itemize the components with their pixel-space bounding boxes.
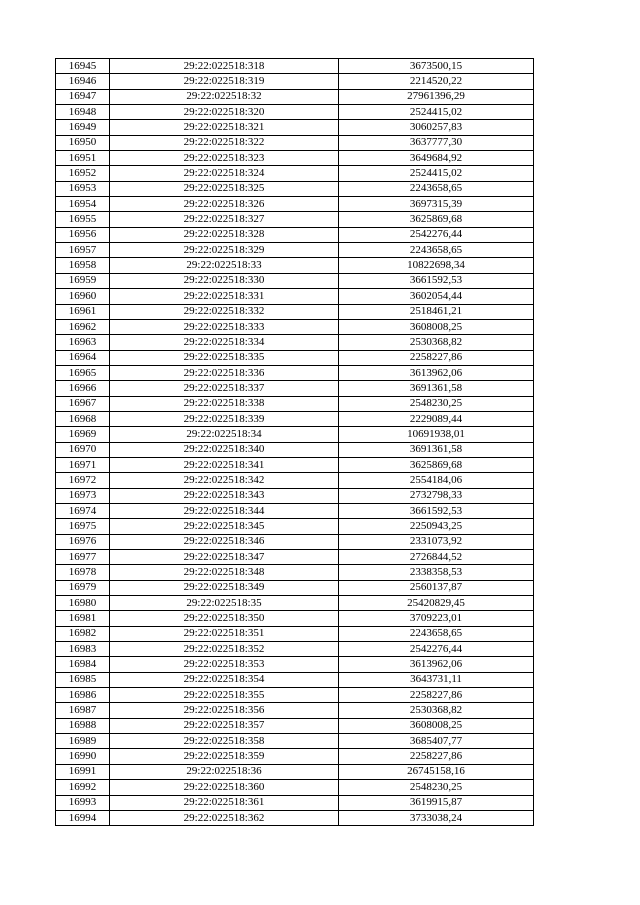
table-row [56,473,534,488]
table-row [56,335,534,350]
row-number-cell: 16946 [56,74,110,89]
cadastral-number-cell: 29:22:022518:356 [110,703,339,718]
table-row [56,197,534,212]
row-number-cell: 16947 [56,89,110,104]
table-row [56,780,534,795]
cadastral-value-cell: 2560137,87 [339,580,534,595]
row-number-cell: 16988 [56,718,110,733]
table-row [56,411,534,426]
cadastral-number-cell: 29:22:022518:333 [110,319,339,334]
cadastral-value-cell: 3661592,53 [339,503,534,518]
row-number-cell: 16977 [56,550,110,565]
cadastral-value-cell: 2331073,92 [339,534,534,549]
row-number-cell: 16985 [56,672,110,687]
row-number-cell: 16963 [56,335,110,350]
cadastral-number-cell: 29:22:022518:322 [110,135,339,150]
row-number-cell: 16955 [56,212,110,227]
cadastral-value-cell: 3691361,58 [339,442,534,457]
cadastral-value-cell: 2243658,65 [339,181,534,196]
cadastral-number-cell: 29:22:022518:359 [110,749,339,764]
cadastral-number-cell: 29:22:022518:328 [110,227,339,242]
cadastral-value-cell: 2726844,52 [339,550,534,565]
row-number-cell: 16959 [56,273,110,288]
table-row [56,319,534,334]
row-number-cell: 16982 [56,626,110,641]
cadastral-number-cell: 29:22:022518:357 [110,718,339,733]
cadastral-number-cell: 29:22:022518:354 [110,672,339,687]
row-number-cell: 16956 [56,227,110,242]
table-row [56,764,534,779]
cadastral-value-cell: 2524415,02 [339,105,534,120]
cadastral-number-cell: 29:22:022518:34 [110,427,339,442]
cadastral-number-cell: 29:22:022518:325 [110,181,339,196]
row-number-cell: 16978 [56,565,110,580]
cadastral-value-cell: 3673500,15 [339,59,534,74]
cadastral-number-cell: 29:22:022518:35 [110,596,339,611]
cadastral-value-cell: 3625869,68 [339,457,534,472]
table-body [56,59,534,826]
cadastral-number-cell: 29:22:022518:344 [110,503,339,518]
cadastral-number-cell: 29:22:022518:348 [110,565,339,580]
cadastral-number-cell: 29:22:022518:355 [110,688,339,703]
table-row [56,442,534,457]
cadastral-value-cell: 3691361,58 [339,381,534,396]
table-row [56,396,534,411]
row-number-cell: 16992 [56,780,110,795]
cadastral-value-cell: 2542276,44 [339,227,534,242]
row-number-cell: 16967 [56,396,110,411]
table-row [56,381,534,396]
cadastral-number-cell: 29:22:022518:335 [110,350,339,365]
cadastral-number-cell: 29:22:022518:323 [110,151,339,166]
row-number-cell: 16991 [56,764,110,779]
row-number-cell: 16945 [56,59,110,74]
cadastral-number-cell: 29:22:022518:340 [110,442,339,457]
table-row [56,427,534,442]
cadastral-value-cell: 3613962,06 [339,365,534,380]
cadastral-number-cell: 29:22:022518:341 [110,457,339,472]
table-row [56,273,534,288]
row-number-cell: 16986 [56,688,110,703]
row-number-cell: 16976 [56,534,110,549]
cadastral-number-cell: 29:22:022518:326 [110,197,339,212]
table-row [56,688,534,703]
row-number-cell: 16950 [56,135,110,150]
cadastral-number-cell: 29:22:022518:318 [110,59,339,74]
table-row [56,212,534,227]
table-row [56,181,534,196]
cadastral-number-cell: 29:22:022518:332 [110,304,339,319]
row-number-cell: 16951 [56,151,110,166]
table-row [56,135,534,150]
cadastral-value-cell: 3625869,68 [339,212,534,227]
cadastral-number-cell: 29:22:022518:362 [110,810,339,825]
row-number-cell: 16961 [56,304,110,319]
row-number-cell: 16993 [56,795,110,810]
row-number-cell: 16965 [56,365,110,380]
row-number-cell: 16979 [56,580,110,595]
table-row [56,749,534,764]
table-row [56,718,534,733]
cadastral-number-cell: 29:22:022518:321 [110,120,339,135]
row-number-cell: 16983 [56,642,110,657]
cadastral-value-cell: 27961396,29 [339,89,534,104]
table-row [56,166,534,181]
cadastral-number-cell: 29:22:022518:327 [110,212,339,227]
cadastral-number-cell: 29:22:022518:36 [110,764,339,779]
table-row [56,258,534,273]
cadastral-number-cell: 29:22:022518:346 [110,534,339,549]
cadastral-value-cell: 3709223,01 [339,611,534,626]
table-row [56,596,534,611]
cadastral-value-cell: 2554184,06 [339,473,534,488]
cadastral-number-cell: 29:22:022518:336 [110,365,339,380]
cadastral-number-cell: 29:22:022518:339 [110,411,339,426]
row-number-cell: 16957 [56,243,110,258]
cadastral-number-cell: 29:22:022518:358 [110,734,339,749]
row-number-cell: 16949 [56,120,110,135]
cadastral-number-cell: 29:22:022518:350 [110,611,339,626]
cadastral-value-cell: 3637777,30 [339,135,534,150]
cadastral-number-cell: 29:22:022518:342 [110,473,339,488]
cadastral-value-cell: 2214520,22 [339,74,534,89]
row-number-cell: 16971 [56,457,110,472]
table-row [56,672,534,687]
cadastral-value-cell: 3685407,77 [339,734,534,749]
table-row [56,105,534,120]
table-row [56,120,534,135]
cadastral-number-cell: 29:22:022518:337 [110,381,339,396]
cadastral-value-cell: 3697315,39 [339,197,534,212]
table-row [56,626,534,641]
table-row [56,657,534,672]
cadastral-number-cell: 29:22:022518:361 [110,795,339,810]
cadastral-number-cell: 29:22:022518:320 [110,105,339,120]
cadastral-number-cell: 29:22:022518:330 [110,273,339,288]
cadastral-value-cell: 3060257,83 [339,120,534,135]
table-row [56,810,534,825]
cadastral-number-cell: 29:22:022518:32 [110,89,339,104]
table-row [56,74,534,89]
table-row [56,580,534,595]
cadastral-value-cell: 2258227,86 [339,749,534,764]
cadastral-value-cell: 2548230,25 [339,396,534,411]
table-row [56,151,534,166]
table-row [56,457,534,472]
table-row [56,350,534,365]
table-row [56,565,534,580]
cadastral-number-cell: 29:22:022518:33 [110,258,339,273]
cadastral-number-cell: 29:22:022518:334 [110,335,339,350]
cadastral-value-cell: 2243658,65 [339,243,534,258]
cadastral-value-cell: 3643731,11 [339,672,534,687]
table-row [56,550,534,565]
cadastral-value-cell: 3733038,24 [339,810,534,825]
cadastral-number-cell: 29:22:022518:353 [110,657,339,672]
cadastral-value-cell: 26745158,16 [339,764,534,779]
table-row [56,59,534,74]
row-number-cell: 16981 [56,611,110,626]
cadastral-value-cell: 2229089,44 [339,411,534,426]
cadastral-number-cell: 29:22:022518:329 [110,243,339,258]
row-number-cell: 16987 [56,703,110,718]
cadastral-value-cell: 2250943,25 [339,519,534,534]
table-row [56,503,534,518]
cadastral-value-cell: 2243658,65 [339,626,534,641]
cadastral-value-cell: 10822698,34 [339,258,534,273]
row-number-cell: 16972 [56,473,110,488]
cadastral-value-cell: 3608008,25 [339,718,534,733]
table-row [56,795,534,810]
cadastral-number-cell: 29:22:022518:319 [110,74,339,89]
row-number-cell: 16968 [56,411,110,426]
row-number-cell: 16989 [56,734,110,749]
cadastral-value-cell: 25420829,45 [339,596,534,611]
table-row [56,227,534,242]
table-row [56,703,534,718]
cadastral-value-cell: 2524415,02 [339,166,534,181]
cadastral-number-cell: 29:22:022518:360 [110,780,339,795]
cadastral-value-cell: 2258227,86 [339,688,534,703]
table-row [56,534,534,549]
row-number-cell: 16952 [56,166,110,181]
row-number-cell: 16980 [56,596,110,611]
cadastral-value-table [55,58,534,826]
table-row [56,611,534,626]
row-number-cell: 16958 [56,258,110,273]
cadastral-number-cell: 29:22:022518:324 [110,166,339,181]
row-number-cell: 16984 [56,657,110,672]
cadastral-value-cell: 3661592,53 [339,273,534,288]
row-number-cell: 16973 [56,488,110,503]
table-row [56,243,534,258]
cadastral-number-cell: 29:22:022518:338 [110,396,339,411]
row-number-cell: 16964 [56,350,110,365]
cadastral-value-cell: 2258227,86 [339,350,534,365]
table-row [56,89,534,104]
cadastral-number-cell: 29:22:022518:349 [110,580,339,595]
cadastral-value-cell: 2518461,21 [339,304,534,319]
row-number-cell: 16954 [56,197,110,212]
cadastral-value-cell: 2542276,44 [339,642,534,657]
cadastral-value-cell: 2530368,82 [339,703,534,718]
table-row [56,519,534,534]
cadastral-value-cell: 3613962,06 [339,657,534,672]
cadastral-value-cell: 10691938,01 [339,427,534,442]
cadastral-number-cell: 29:22:022518:343 [110,488,339,503]
row-number-cell: 16962 [56,319,110,334]
cadastral-value-cell: 2732798,33 [339,488,534,503]
table-row [56,289,534,304]
cadastral-number-cell: 29:22:022518:352 [110,642,339,657]
row-number-cell: 16974 [56,503,110,518]
cadastral-value-cell: 3602054,44 [339,289,534,304]
table-row [56,734,534,749]
row-number-cell: 16969 [56,427,110,442]
cadastral-value-cell: 2338358,53 [339,565,534,580]
cadastral-number-cell: 29:22:022518:345 [110,519,339,534]
cadastral-number-cell: 29:22:022518:331 [110,289,339,304]
row-number-cell: 16960 [56,289,110,304]
table-row [56,304,534,319]
cadastral-value-cell: 3619915,87 [339,795,534,810]
table-row [56,642,534,657]
row-number-cell: 16970 [56,442,110,457]
cadastral-value-cell: 3649684,92 [339,151,534,166]
row-number-cell: 16966 [56,381,110,396]
cadastral-number-cell: 29:22:022518:347 [110,550,339,565]
row-number-cell: 16953 [56,181,110,196]
row-number-cell: 16975 [56,519,110,534]
cadastral-number-cell: 29:22:022518:351 [110,626,339,641]
cadastral-value-cell: 2548230,25 [339,780,534,795]
row-number-cell: 16990 [56,749,110,764]
row-number-cell: 16948 [56,105,110,120]
cadastral-value-cell: 2530368,82 [339,335,534,350]
row-number-cell: 16994 [56,810,110,825]
table-row [56,365,534,380]
cadastral-value-cell: 3608008,25 [339,319,534,334]
table-row [56,488,534,503]
